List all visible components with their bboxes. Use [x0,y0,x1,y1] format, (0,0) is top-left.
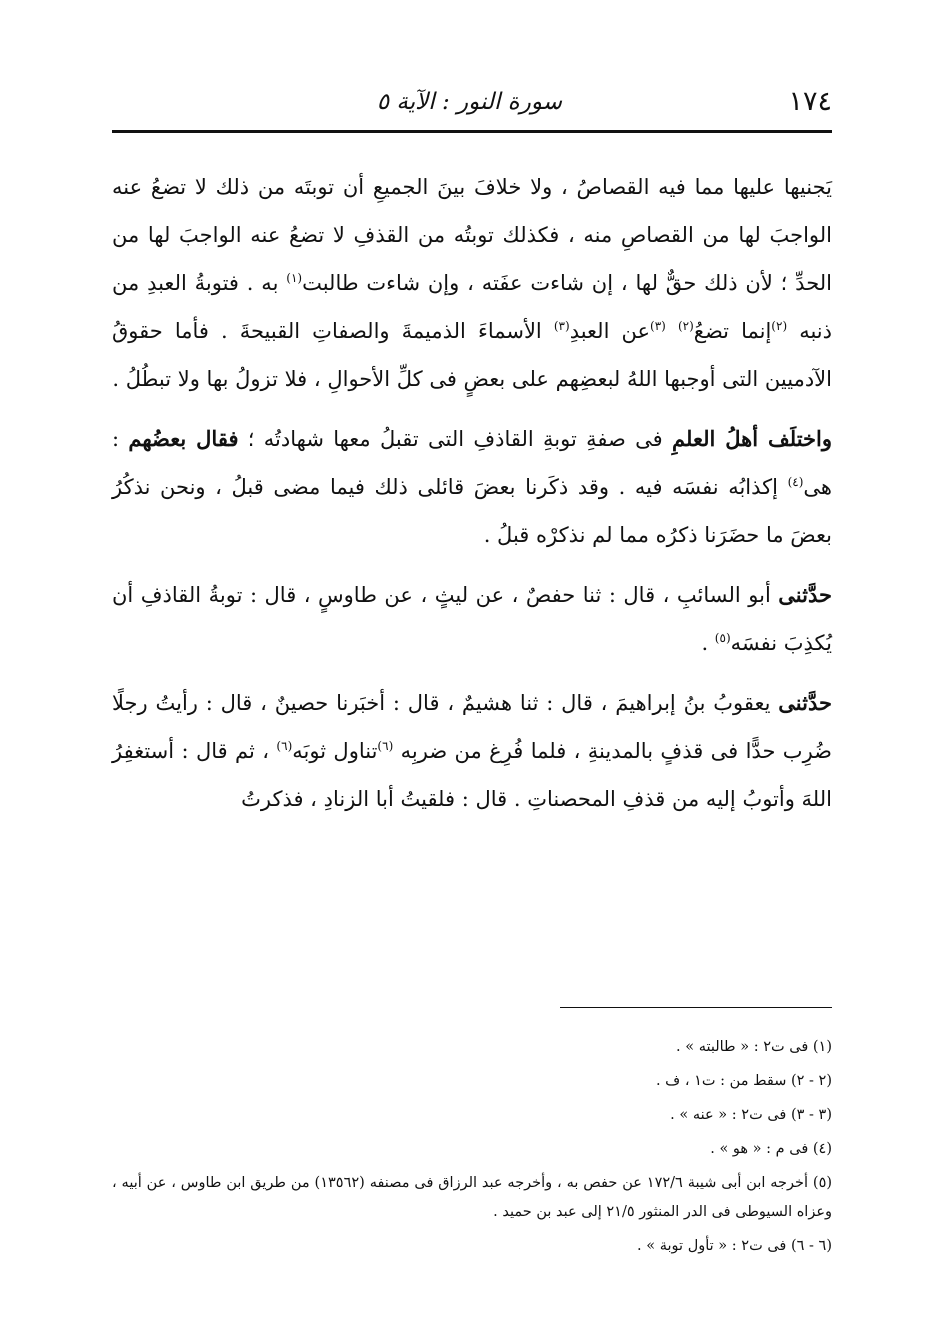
footnote-2: (٢ - ٢) سقط من : ت١ ، ف . [655,1073,832,1089]
bold-phrase: واختلَف أهلُ العلمِ [672,426,832,451]
footnote-5: (٥) أخرجه ابن أبى شيبة ١٧٢/٦ عن حفص به ، وأخرجه عبد الرزاق فى مصنفه (١٣٥٦٢) من طريق ابن طاوس ، عن أبيه ، وعزاه السيوطى فى الدر المنثور ٢١/٥ إلى عبد بن حميد . [112,1175,833,1220]
footnotes [112,1033,832,1261]
footnote-ref: (٥) [714,631,731,645]
footnote-1: (١) فى ت٢ : « طالبته » . [676,1039,832,1055]
paragraph-1: يَجنيها عليها مما فيه القصاصُ ، ولا خلافَ بينَ الجميعِ أن توبتَه من ذلك لا تضعُ عنه الواجبَ لها من القصاصِ منه ، فكذلك توبتُه من القذفِ لا تضعُ عنه الواجبَ لها من الحدِّ ؛ لأن ذلك حقٌّ لها ، إن شاءت عفَته ، وإن شاءت طالبت$^{(١)}$ به . فتوبةُ العبدِ من ذنبه $^{(٢)}$إنما تضعُ$^{(٢)}$ $^{(٣)}$عن العبدِ$^{(٣)}$ الأسماءَ الذميمةَ والصفاتِ القبيحةَ . فأما حقوقُ الآدميين التى أوجبها اللهُ لبعضِهم على بعضٍ فى كلِّ الأحوالِ ، فلا تزولُ بها ولا تبطُلُ . [112,175,832,391]
footnote-ref: (٢) [771,319,788,333]
page-number: ١٧٤ [788,86,832,117]
footnote-6: (٦ - ٦) فى ت٢ : « تأول توبة » . [637,1238,832,1254]
footnote-ref: (٦) [377,739,394,753]
main-text [112,163,832,823]
paragraph-3: حدَّثنى أبو السائبِ ، قال : ثنا حفصٌ ، عن ليثٍ ، عن طاوسٍ ، قال : توبةُ القاذفِ أن يُكذِبَ نفسَه$^{(٥)}$ . [112,582,832,655]
header-rule [112,130,832,133]
bold-phrase: حدَّثنى [778,582,832,607]
footnote-ref: (٤) [787,475,804,489]
footnote-4: (٤) فى م : « هو » . [710,1141,832,1157]
footnote-ref: (١) [286,271,303,285]
footnote-rule [560,1007,832,1008]
running-title: سورة النور : الآية ٥ [376,89,562,115]
footnote-ref: (٣) [650,319,666,333]
paragraph-2: واختلَف أهلُ العلمِ فى صفةِ توبةِ القاذفِ التى تقبلُ معها شهادتُه ؛ فقال بعضُهم : هى$^{(٤)}$ إكذابُه نفسَه فيه . وقد ذكَرنا بعضَ قائلى ذلك فيما مضى قبلُ ، ونحن نذكُرُ بعضَ ما حضَرَنا ذكرُه مما لم نذكرْه قبلُ . [112,426,832,547]
footnote-ref: (٣) [553,319,570,333]
footnote-ref: (٢) [677,319,694,333]
bold-phrase: حدَّثنى [778,690,832,715]
footnote-ref: (٦) [276,739,293,753]
page-header [112,84,832,124]
paragraph-4: حدَّثنى يعقوبُ بنُ إبراهيمَ ، قال : ثنا هشيمٌ ، قال : أخبَرنا حصينٌ ، قال : رأيتُ رجلًا ضُرِب حدًّا فى قذفٍ بالمدينةِ ، فلما فُرِغ من ضربِه $^{(٦)}$تناول ثوبَه$^{(٦)}$ ، ثم قال : أستغفِرُ اللهَ وأتوبُ إليه من قذفِ المحصناتِ . قال : فلقيتُ أبا الزنادِ ، فذكرتُ [112,690,832,811]
footnote-3: (٣ - ٣) فى ت٢ : « عنه » . [670,1107,832,1123]
bold-phrase: فقال بعضُهم [128,426,239,451]
